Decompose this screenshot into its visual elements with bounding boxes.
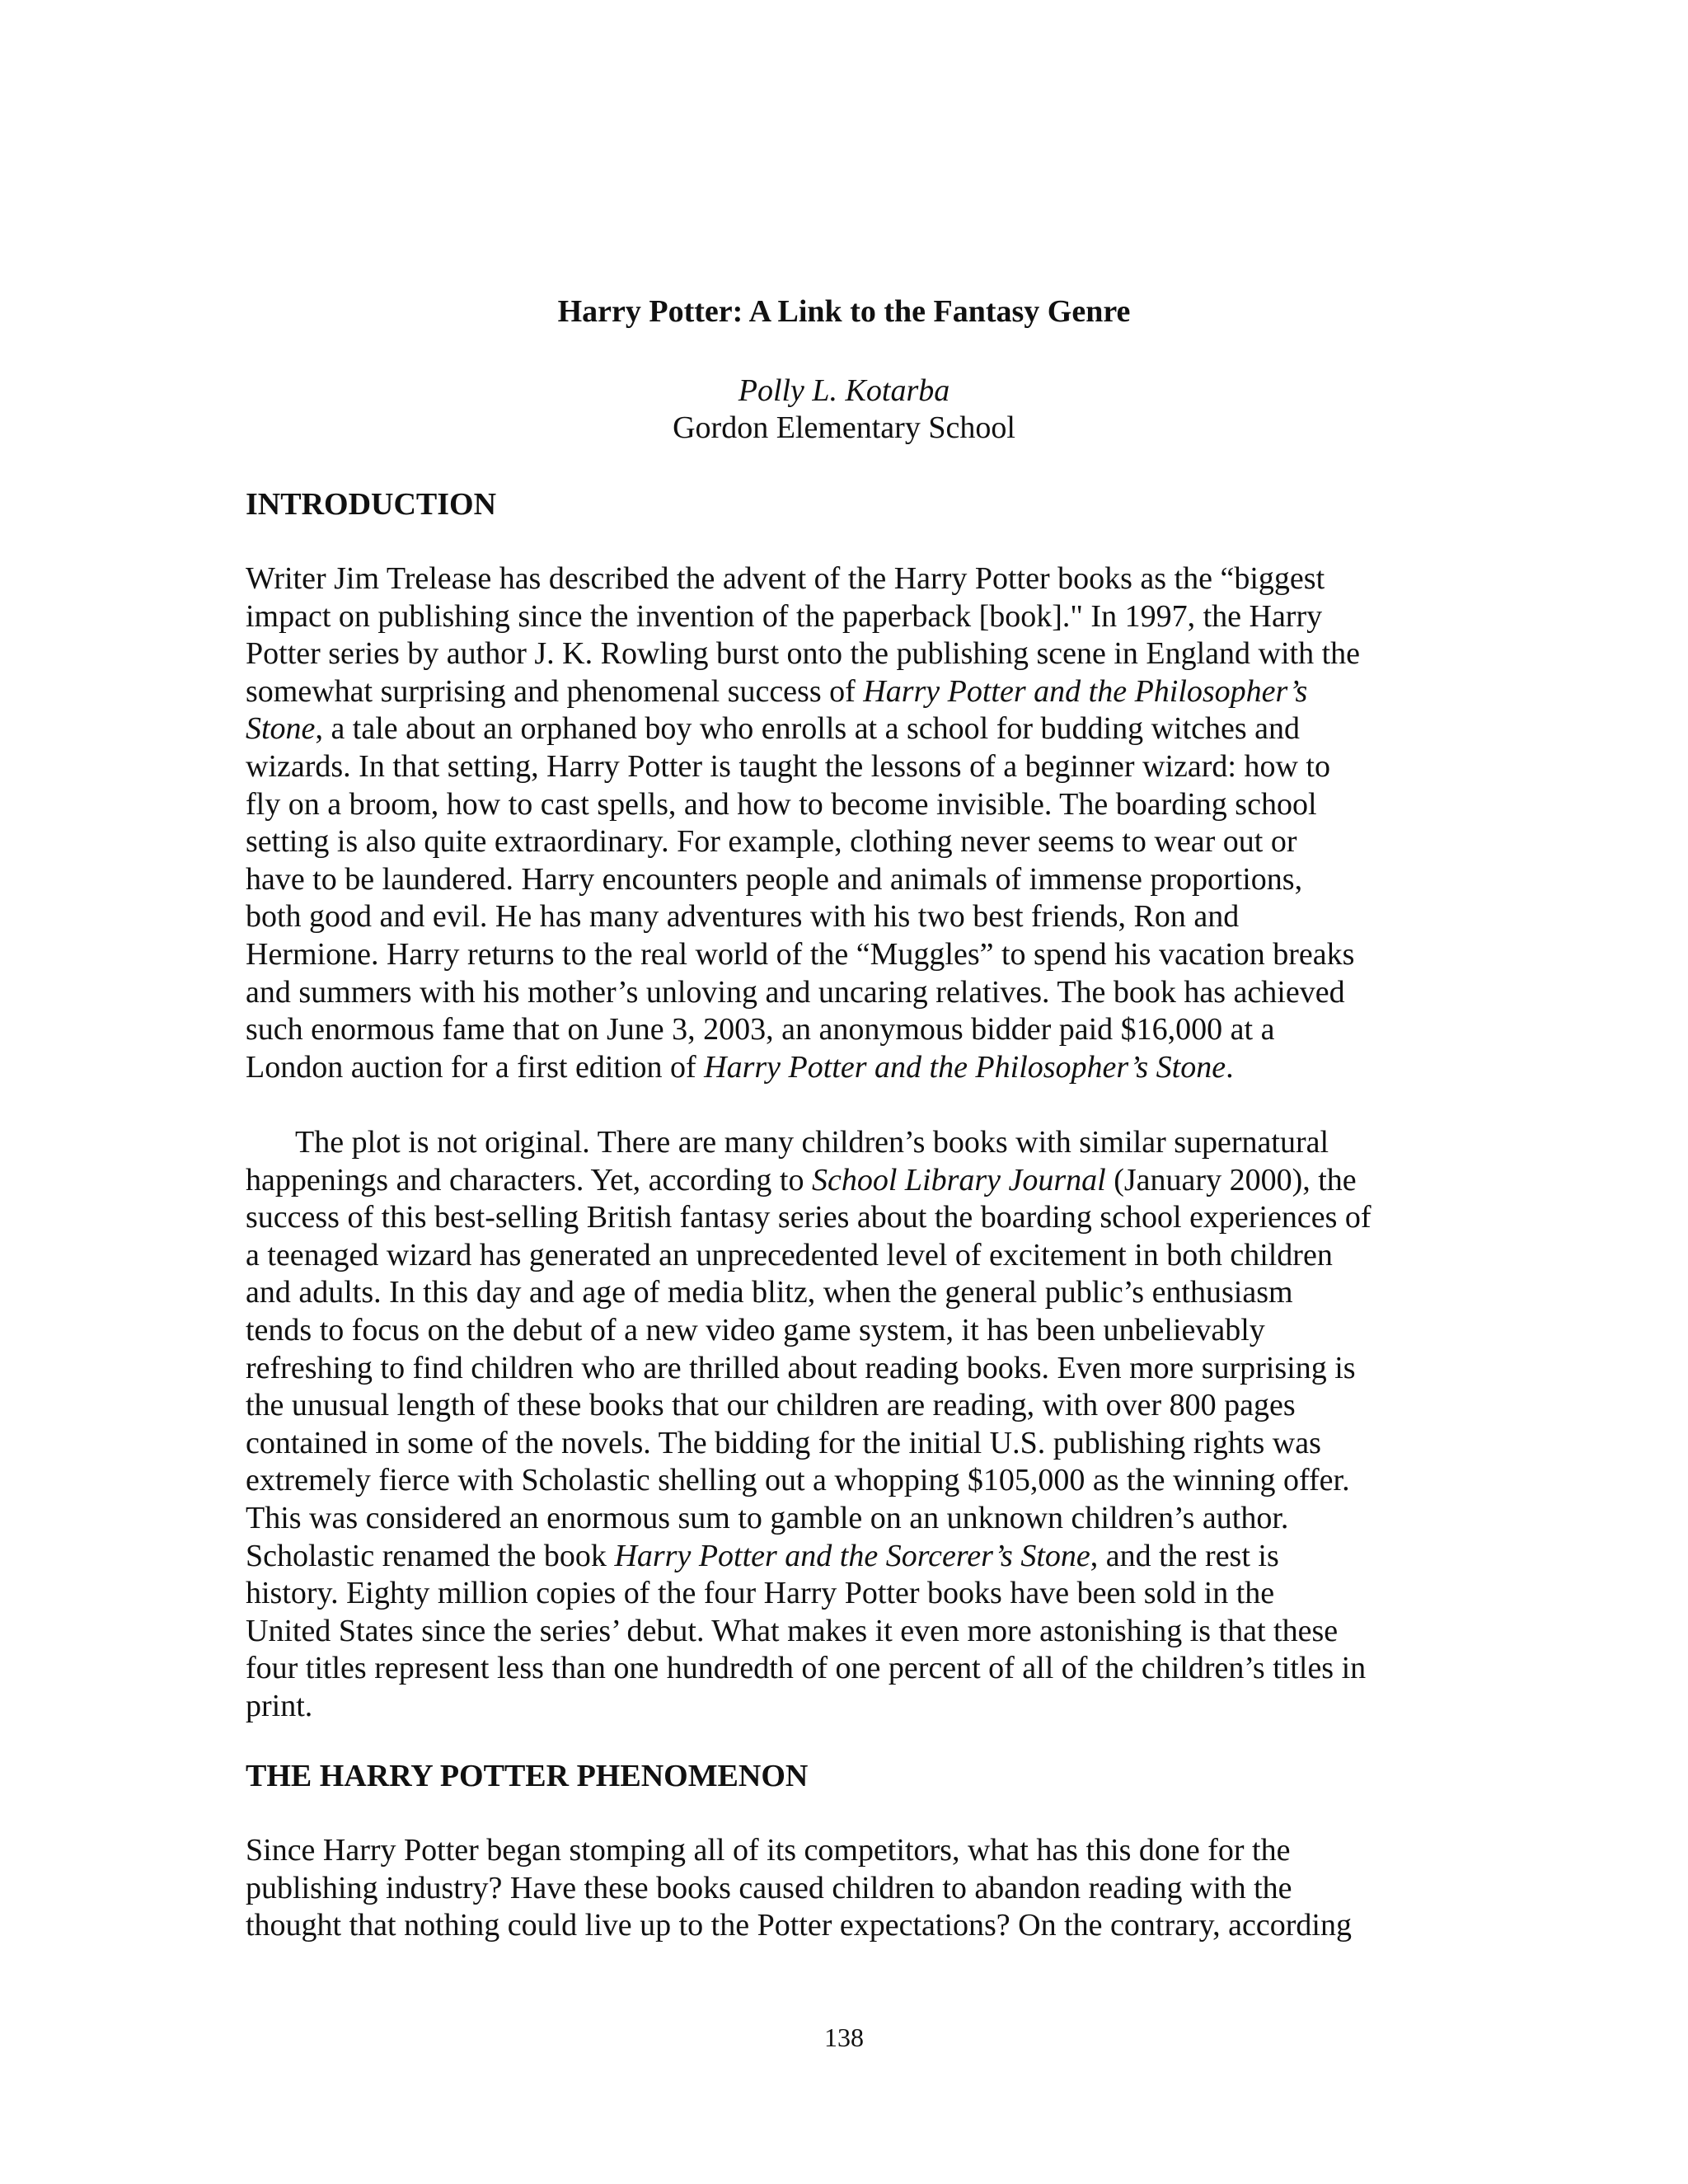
- text-line: and summers with his mother’s unloving and uncaring relatives. The book has achieved: [246, 974, 1345, 1010]
- text-run: .: [1226, 1049, 1234, 1085]
- text-line: thought that nothing could live up to the Potter expectations? On the contrary, according: [246, 1908, 1352, 1943]
- text-line: and adults. In this day and age of media blitz, when the general public’s enthusiasm: [246, 1275, 1293, 1310]
- text-line: This was considered an enormous sum to gamble on an unknown children’s author.: [246, 1500, 1289, 1535]
- book-title-italic: Harry Potter and the Sorcerer’s Stone: [614, 1538, 1090, 1573]
- book-title-italic: Harry Potter and the Philosopher’s: [863, 673, 1308, 709]
- text-line: print.: [246, 1688, 313, 1723]
- text-line: wizards. In that setting, Harry Potter is taught the lessons of a beginner wizard: how to: [246, 748, 1330, 784]
- text-line: the unusual length of these books that our children are reading, with over 800 pages: [246, 1388, 1296, 1423]
- text-line: history. Eighty million copies of the four Harry Potter books have been sold in the: [246, 1576, 1275, 1611]
- text-line: The plot is not original. There are many children’s books with similar supernatural: [295, 1125, 1329, 1160]
- text-line: fly on a broom, how to cast spells, and how to become invisible. The boarding school: [246, 786, 1317, 822]
- text-line: Hermione. Harry returns to the real world of the “Muggles” to spend his vacation breaks: [246, 936, 1355, 972]
- book-title-italic: Harry Potter and the Philosopher’s Stone: [704, 1049, 1226, 1085]
- paragraph-introduction: [246, 560, 1449, 1086]
- text-run: , and the rest is: [1090, 1538, 1279, 1573]
- text-line: extremely fierce with Scholastic shelling out a whopping $105,000 as the winning offer.: [246, 1463, 1350, 1498]
- author-affiliation: Gordon Elementary School: [673, 410, 1015, 445]
- text-line: refreshing to find children who are thrilled about reading books. Even more surprising is: [246, 1350, 1356, 1385]
- text-run: , a tale about an orphaned boy who enrolls at a school for budding witches and: [315, 711, 1301, 747]
- text-run: happenings and characters. Yet, according to: [246, 1162, 812, 1197]
- text-line: [246, 1538, 1449, 1576]
- text-line: contained in some of the novels. The bidding for the initial U.S. publishing rights was: [246, 1425, 1321, 1460]
- text-line: publishing industry? Have these books caused children to abandon reading with the: [246, 1870, 1292, 1905]
- text-line: [246, 1049, 1449, 1087]
- text-line: have to be laundered. Harry encounters people and animals of immense proportions,: [246, 861, 1303, 897]
- book-title-italic: Stone: [246, 711, 316, 747]
- text-line: impact on publishing since the invention of the paperback [book]." In 1997, the Harry: [246, 598, 1323, 634]
- text-line: a teenaged wizard has generated an unprecedented level of excitement in both children: [246, 1237, 1333, 1272]
- article-title: Harry Potter: A Link to the Fantasy Genre: [557, 294, 1131, 329]
- section-heading-phenomenon: THE HARRY POTTER PHENOMENON: [246, 1759, 809, 1793]
- text-line: [246, 710, 1449, 748]
- text-line: both good and evil. He has many adventures with his two best friends, Ron and: [246, 899, 1240, 935]
- section-heading-introduction: INTRODUCTION: [246, 487, 497, 522]
- text-run: (January 2000), the: [1105, 1162, 1357, 1197]
- text-line: setting is also quite extraordinary. For example, clothing never seems to wear out or: [246, 824, 1297, 860]
- text-line: tends to focus on the debut of a new video game system, it has been unbelievably: [246, 1312, 1265, 1347]
- author-name: Polly L. Kotarba: [738, 373, 950, 408]
- text-line: Potter series by author J. K. Rowling burst onto the publishing scene in England with the: [246, 636, 1361, 672]
- text-line: [246, 1162, 1449, 1200]
- text-line: Since Harry Potter began stomping all of its competitors, what has this done for the: [246, 1833, 1291, 1868]
- text-line: such enormous fame that on June 3, 2003, an anonymous bidder paid $16,000 at a: [246, 1012, 1275, 1047]
- paragraph-plot: [246, 1124, 1449, 1726]
- journal-title-italic: School Library Journal: [811, 1162, 1106, 1197]
- text-line: four titles represent less than one hundredth of one percent of all of the children’s titles in: [246, 1651, 1367, 1686]
- text-line: [246, 673, 1449, 711]
- text-line: success of this best-selling British fantasy series about the boarding school experiences of: [246, 1200, 1372, 1235]
- paragraph-phenomenon: [246, 1832, 1449, 1945]
- text-run: somewhat surprising and phenomenal success of: [246, 673, 864, 709]
- text-line: United States since the series’ debut. What makes it even more astonishing is that these: [246, 1613, 1339, 1648]
- text-line: Writer Jim Trelease has described the advent of the Harry Potter books as the “biggest: [246, 561, 1325, 596]
- page-number: 138: [824, 2022, 864, 2052]
- text-run: London auction for a first edition of: [246, 1049, 705, 1085]
- text-run: Scholastic renamed the book: [246, 1538, 615, 1573]
